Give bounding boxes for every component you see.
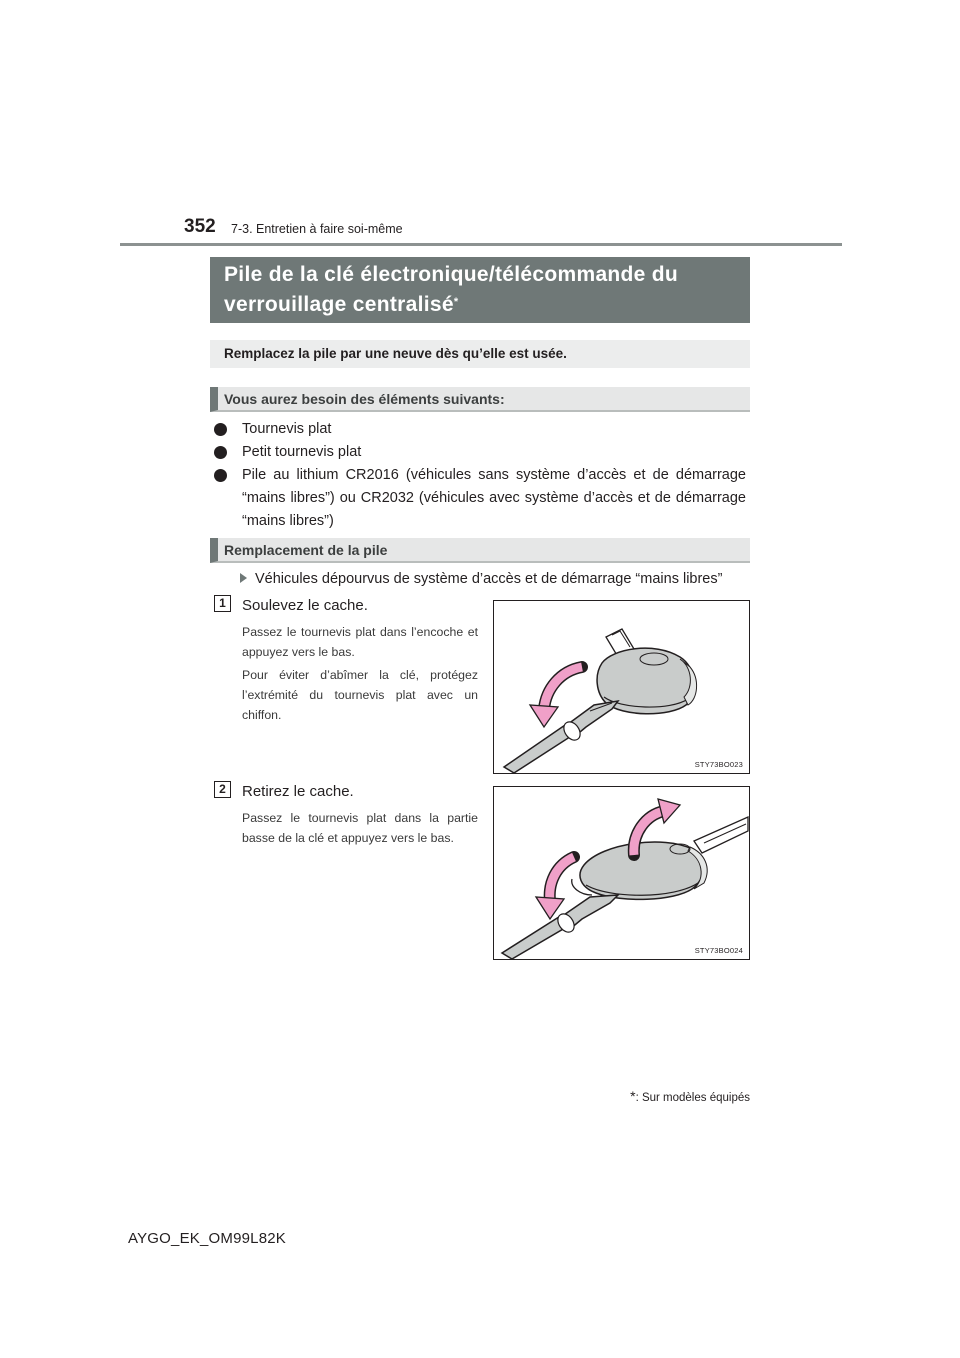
figure-2-code: STY73BO024 <box>694 946 743 955</box>
needs-list <box>214 418 746 533</box>
triangle-bullet-icon <box>240 573 247 583</box>
section-reference: 7-3. Entretien à faire soi-même <box>231 222 403 236</box>
list-item: Tournevis plat <box>214 418 746 441</box>
header-rule <box>120 243 842 246</box>
figure-step-1 <box>493 600 750 774</box>
footnote-text: : Sur modèles équipés <box>635 1092 750 1104</box>
step-1-note-2: Pour éviter d’abîmer la clé, protégez l’extrémité du tournevis plat avec un chiffon. <box>242 668 478 722</box>
step-1-note-1: Passez le tournevis plat dans l’encoche et appuyez vers le bas. <box>242 625 478 659</box>
figure-1-code: STY73BO023 <box>694 760 743 769</box>
step-1-title: Soulevez le cache. <box>242 597 368 614</box>
variant-label: Véhicules dépourvus de système d’accès et de démarrage “mains libres” <box>240 568 722 590</box>
intro-box: Remplacez la pile par une neuve dès qu’elle est usée. <box>210 340 750 368</box>
key-cover-lift-illustration <box>494 601 749 773</box>
needs-heading: Vous aurez besoin des éléments suivants: <box>210 387 750 412</box>
list-item: Pile au lithium CR2016 (véhicules sans système d’accès et de démarrage “mains libres”) ou CR2032 (véhicules avec système d’accès et de démarrage “mains libres”) <box>214 464 746 533</box>
bullet-icon <box>214 446 227 459</box>
key-cover-removal-illustration <box>494 787 749 959</box>
figure-step-2 <box>493 786 750 960</box>
step-2-badge: 2 <box>214 781 231 798</box>
page-title <box>210 257 750 323</box>
page-number: 352 <box>184 216 216 237</box>
document-code: AYGO_EK_OM99L82K <box>128 1230 287 1247</box>
step-1-badge: 1 <box>214 595 231 612</box>
page-title-text: Pile de la clé électronique/télécommande du verrouillage centralisé <box>224 263 679 316</box>
list-item: Petit tournevis plat <box>214 441 746 464</box>
bullet-icon <box>214 423 227 436</box>
bullet-icon <box>214 469 227 482</box>
footnote <box>560 1088 750 1104</box>
title-footnote-mark: * <box>453 296 459 308</box>
step-2-note-1: Passez le tournevis plat dans la partie basse de la clé et appuyez vers le bas. <box>242 811 478 845</box>
step-2-title: Retirez le cache. <box>242 783 354 800</box>
footnote-mark: * <box>630 1088 636 1104</box>
replacement-heading: Remplacement de la pile <box>210 538 750 563</box>
